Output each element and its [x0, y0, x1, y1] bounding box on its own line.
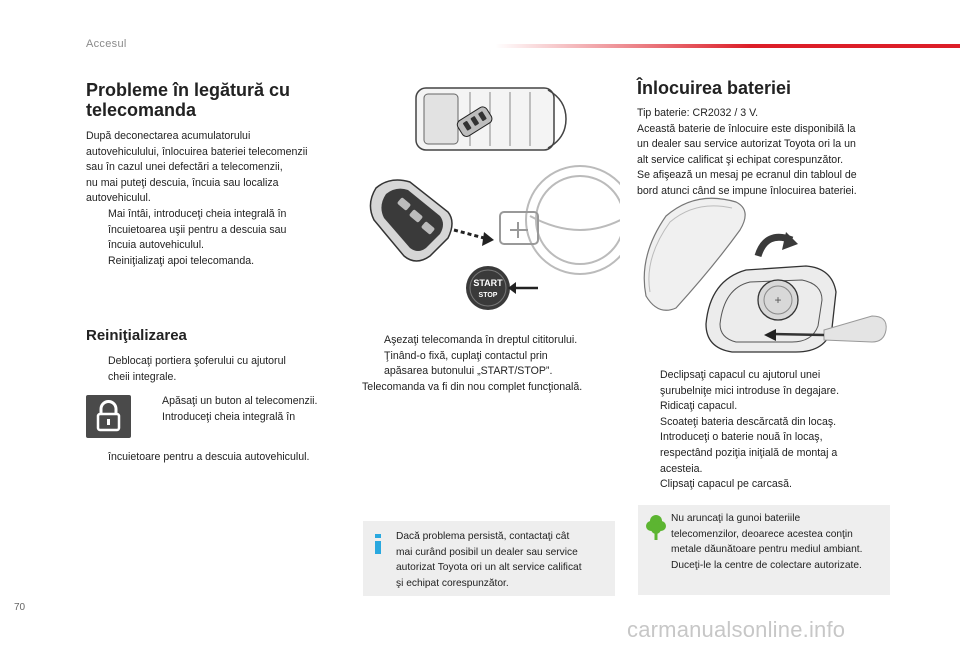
- bullet-item: [140, 410, 355, 426]
- reset-section: [86, 327, 356, 385]
- info-icon: [372, 534, 384, 554]
- svg-text:+: +: [774, 293, 782, 307]
- stop-label: STOP: [478, 292, 498, 299]
- bullet-item: [638, 399, 894, 415]
- eco-box: [638, 505, 890, 595]
- tree-eco-icon: [646, 514, 666, 540]
- steering-wheel-icon: [500, 166, 620, 274]
- reset-substeps: [140, 394, 355, 425]
- info-line: mai curând posibil un dealer sau service: [396, 546, 578, 558]
- bullet-line: respectând poziţia iniţială de montaj a: [660, 446, 838, 459]
- intro-line: După deconectarea acumulatorului: [86, 130, 251, 142]
- title-line-1: Probleme în legătură cu: [86, 80, 291, 100]
- intro-line: bord atunci când se impune înlocuirea bateriei.: [637, 184, 857, 197]
- bullet-item: [638, 477, 894, 493]
- intro-line: autovehiculul.: [86, 192, 151, 205]
- start-stop-button-icon: [466, 266, 510, 310]
- bullet-line: acesteia.: [660, 462, 703, 475]
- info-line: şi echipat corespunzător.: [396, 577, 509, 589]
- bullet-item: [638, 415, 894, 431]
- intro-line: alt service calificat şi echipat corespunzător.: [637, 153, 844, 166]
- right-column: [637, 78, 897, 200]
- left-column: [86, 80, 356, 269]
- bullet-line: Ţinând-o fixă, cuplaţi contactul prin: [384, 349, 548, 362]
- bullet-line: apăsarea butonului „START/STOP”.: [384, 365, 553, 378]
- intro-line: autovehiculului, înlocuirea bateriei telecomenzii: [86, 145, 308, 158]
- bullet-line: Clipsaţi capacul pe carcasă.: [660, 478, 792, 491]
- info-line: Dacă problema persistă, contactaţi cât: [396, 531, 570, 542]
- eco-text: [671, 511, 889, 573]
- padlock-icon: [86, 395, 131, 438]
- remote-problems-title: [86, 80, 356, 120]
- intro-line: un dealer sau service autorizat Toyota ori la un: [637, 138, 856, 151]
- bullet-line: Declipsaţi capacul cu ajutorul unei: [660, 369, 821, 381]
- bullet-line: încuia autovehiculul.: [108, 239, 204, 252]
- bullet-line: Mai întâi, introduceţi cheia integrală în: [108, 207, 287, 220]
- bullet-item: [362, 333, 622, 349]
- intro-paragraph: [86, 129, 356, 269]
- bullet-item: [362, 349, 622, 380]
- section-label: Accesul: [86, 38, 127, 50]
- battery-replacement-illustration: [636, 196, 890, 356]
- page-number: 70: [14, 602, 26, 613]
- intro-line: sau în cazul unei defectări a telecomenzii,: [86, 161, 283, 174]
- bullet-line: Scoateţi bateria descărcată din locaş.: [660, 415, 837, 428]
- remote-reader-illustration: [360, 80, 620, 320]
- bullet-line: cheii integrale.: [108, 370, 177, 383]
- intro-line: Tip baterie: CR2032 / 3 V.: [637, 107, 759, 119]
- bullet-item: [86, 354, 356, 385]
- bullet-line: Apăsaţi un buton al telecomenzii.: [162, 395, 318, 407]
- bullet-line: Ridicaţi capacul.: [660, 400, 738, 413]
- eco-line: telecomenzilor, deoarece acestea conţin: [671, 528, 853, 540]
- eco-line: Nu aruncaţi la gunoi bateriile: [671, 513, 801, 524]
- bullet-item: [86, 207, 356, 254]
- eco-line: Duceţi-le la centre de colectare autorizate.: [671, 559, 862, 571]
- title-line-2: telecomanda: [86, 100, 197, 120]
- bullet-line: şurubelniţe mici introduse în degajare.: [660, 384, 840, 397]
- battery-replacement-title: Înlocuirea bateriei: [637, 78, 792, 98]
- info-text: [396, 529, 610, 591]
- reset-title: Reiniţializarea: [86, 327, 187, 344]
- intro-line: Această baterie de înlocuire este disponibilă la: [637, 122, 856, 135]
- header-accent-line: [495, 44, 960, 48]
- bullet-line: Introduceţi o baterie nouă în locaş,: [660, 431, 823, 444]
- middle-after: Telecomanda va fi din nou complet funcţională.: [362, 380, 583, 393]
- bullet-item: [638, 368, 894, 399]
- battery-steps: [638, 368, 894, 493]
- bullet-line: Aşezaţi telecomanda în dreptul cititorului.: [384, 334, 578, 346]
- bullet-line: încuietoarea uşii pentru a descuia sau: [108, 223, 287, 236]
- bullet-item: [140, 394, 355, 410]
- reset-after: încuietoare pentru a descuia autovehiculul.: [108, 451, 310, 463]
- info-box: [363, 521, 615, 596]
- intro-line: Se afişează un mesaj pe ecranul din tabloul de: [637, 169, 857, 182]
- info-line: autorizat Toyota ori un alt service calificat: [396, 562, 582, 573]
- bullet-item: [638, 430, 894, 477]
- key-fob-icon: [370, 180, 452, 261]
- eco-line: metale dăunătoare pentru mediul ambiant.: [671, 544, 863, 555]
- intro-line: nu mai puteţi descuia, încuia sau localiza: [86, 176, 279, 189]
- middle-steps: [362, 333, 622, 395]
- reset-steps: [86, 354, 356, 385]
- battery-intro: [637, 106, 897, 200]
- bullet-line: Introduceţi cheia integrală în: [162, 410, 296, 423]
- watermark: carmanualsonline.info: [627, 617, 846, 642]
- start-label: START: [473, 278, 503, 288]
- vehicle-top-view-icon: [416, 88, 566, 150]
- bullet-line: Deblocaţi portiera şoferului cu ajutorul: [108, 355, 286, 367]
- padlock-icon-box: [86, 395, 131, 438]
- bullet-item: [86, 254, 356, 270]
- bullet-line: Reiniţializaţi apoi telecomanda.: [108, 254, 255, 267]
- fob-open-case-icon: [706, 266, 836, 352]
